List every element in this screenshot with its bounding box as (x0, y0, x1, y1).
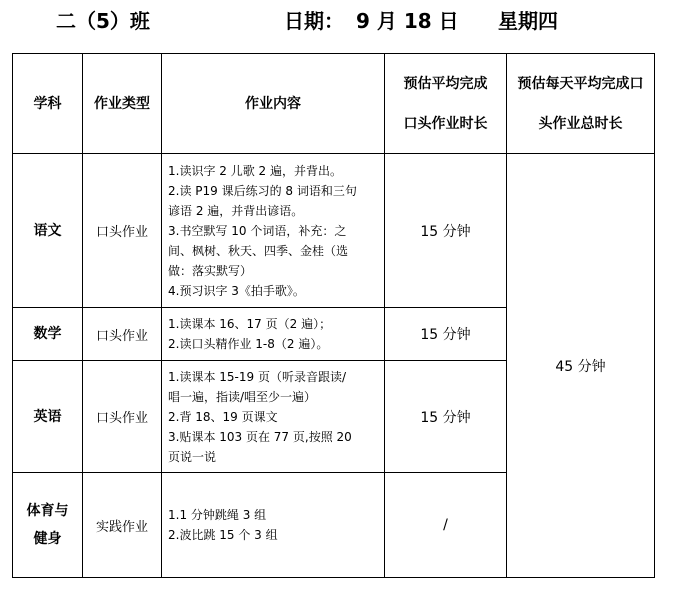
col-header-est-time-line2: 口头作业时长 (403, 115, 488, 132)
time-cell: 15 分钟 (385, 308, 507, 361)
table-row-chinese (13, 154, 655, 308)
type-cell: 口头作业 (83, 154, 162, 308)
date-label: 日期： (284, 9, 344, 33)
weekday: 星期四 (498, 9, 558, 33)
homework-table (12, 53, 655, 578)
header-row (13, 54, 655, 154)
time-cell: 15 分钟 (385, 361, 507, 473)
content-line: 1.读识字 2 儿歌 2 遍，并背出。 (168, 163, 342, 178)
content-line: 谚语 2 遍，并背出谚语。 (168, 203, 304, 218)
content-cell (162, 154, 385, 308)
content-line: 2.读口头精作业 1-8（2 遍）。 (168, 337, 329, 351)
col-header-total-time-line1: 预估每天平均完成口 (517, 75, 644, 92)
col-header-type: 作业类型 (83, 54, 162, 154)
subject-line: 健身 (33, 531, 62, 547)
time-cell: / (385, 473, 507, 578)
content-line: 2.背 18、19 页课文 (168, 409, 278, 424)
content-line: 2.波比跳 15 个 3 组 (168, 528, 278, 542)
date-value: 9 月 18 日 (356, 9, 459, 33)
content-line: 3.贴课本 103 页在 77 页,按照 20 (168, 429, 352, 444)
time-cell: 15 分钟 (385, 154, 507, 308)
content-line: 1.读课本 16、17 页（2 遍）； (168, 317, 332, 331)
content-line: 3.书空默写 10 个词语，补充：之 (168, 223, 347, 238)
type-cell: 口头作业 (83, 361, 162, 473)
content-cell (162, 308, 385, 361)
subject-line: 体育与 (26, 503, 69, 519)
content-cell (162, 473, 385, 578)
total-time-cell: 45 分钟 (507, 154, 655, 578)
content-line: 做：落实默写） (168, 263, 253, 278)
content-line: 4.预习识字 3《拍手歌》。 (168, 283, 305, 298)
content-line: 2.读 P19 课后练习的 8 词语和三句 (168, 183, 357, 198)
type-cell: 实践作业 (83, 473, 162, 578)
col-header-subject: 学科 (13, 54, 83, 154)
col-header-est-time-line1: 预估平均完成 (403, 75, 488, 92)
col-header-total-time (507, 54, 655, 154)
content-line: 唱一遍，指读/唱至少一遍） (168, 389, 317, 404)
class-name: 二（5）班 (56, 9, 150, 33)
col-header-est-time (385, 54, 507, 154)
content-cell (162, 361, 385, 473)
type-cell: 口头作业 (83, 308, 162, 361)
content-line: 间、枫树、秋天、四季、金桂（选 (168, 243, 349, 258)
subject-cell: 数学 (13, 308, 83, 361)
content-line: 1.读课本 15-19 页（听录音跟读/ (168, 369, 346, 384)
subject-cell: 语文 (13, 154, 83, 308)
content-line: 页说一说 (168, 449, 217, 464)
col-header-total-time-line2: 头作业总时长 (538, 115, 623, 132)
page-header (0, 0, 674, 42)
col-header-content: 作业内容 (162, 54, 385, 154)
subject-cell: 英语 (13, 361, 83, 473)
subject-cell (13, 473, 83, 578)
content-line: 1.1 分钟跳绳 3 组 (168, 508, 267, 522)
